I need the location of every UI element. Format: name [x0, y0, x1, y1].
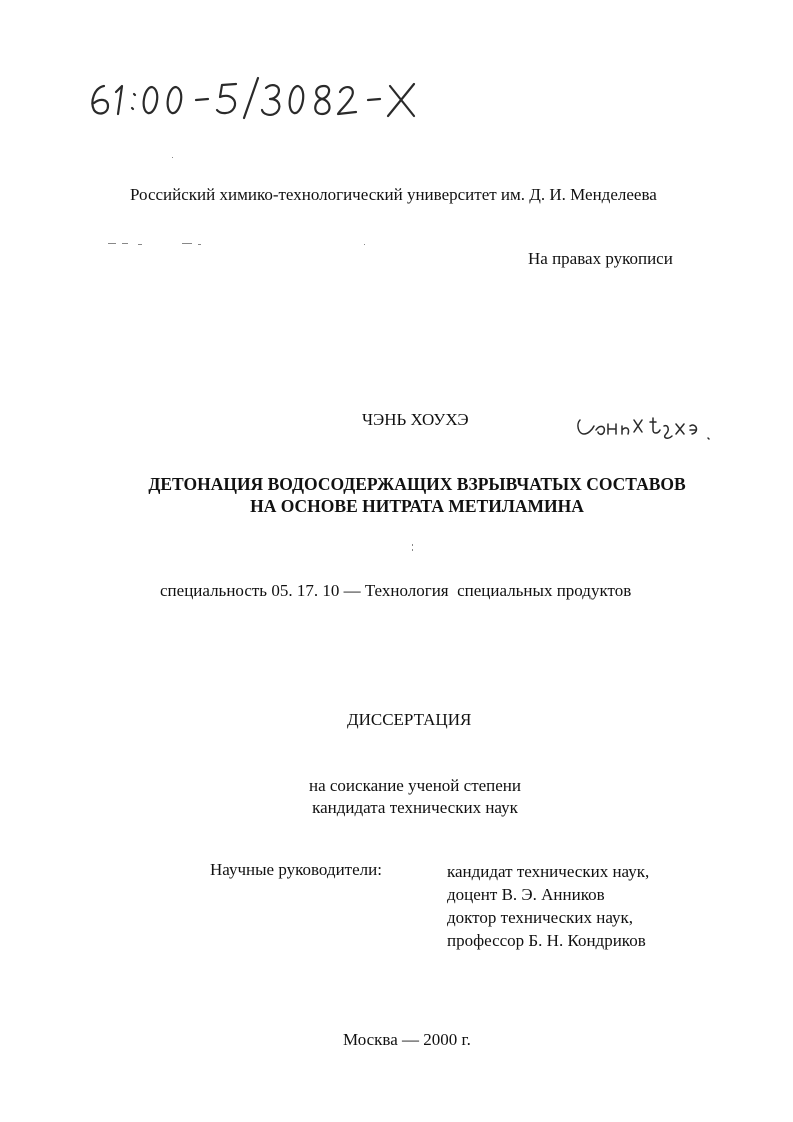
degree-line-2: кандидата технических наук [312, 798, 518, 817]
manuscript-rights-note: На правах рукописи [528, 249, 673, 268]
supervisor-line: доцент В. Э. Анников [447, 885, 605, 904]
dissertation-title [100, 473, 734, 517]
author-signature [572, 410, 722, 444]
supervisors-list [447, 860, 649, 952]
degree-line-1: на соискание ученой степени [308, 776, 522, 795]
supervisor-line: доктор технических наук, [447, 908, 634, 927]
archive-number-drawing [86, 72, 426, 122]
title-line-2: НА ОСНОВЕ НИТРАТА МЕТИЛАМИНА [250, 496, 584, 516]
title-line-1: ДЕТОНАЦИЯ ВОДОСОДЕРЖАЩИХ ВЗРЫВЧАТЫХ СОСТАВОВ [148, 474, 686, 494]
supervisor-line: кандидат технических наук, [447, 862, 650, 881]
supervisors-label: Научные руководители: [210, 860, 382, 879]
document-type: ДИССЕРТАЦИЯ [347, 710, 472, 729]
supervisor-line: профессор Б. Н. Кондриков [447, 931, 646, 950]
specialty-line: специальность 05. 17. 10 — Технология специальных продуктов [160, 581, 632, 600]
city-year: Москва — 2000 г. [343, 1030, 471, 1049]
signature-drawing [572, 410, 722, 444]
author-name: ЧЭНЬ ХОУХЭ [362, 410, 469, 429]
archive-number-handwritten [86, 72, 426, 122]
degree-statement [250, 775, 580, 819]
university-name: Российский химико-технологический университет им. Д. И. Менделеева [130, 185, 657, 204]
